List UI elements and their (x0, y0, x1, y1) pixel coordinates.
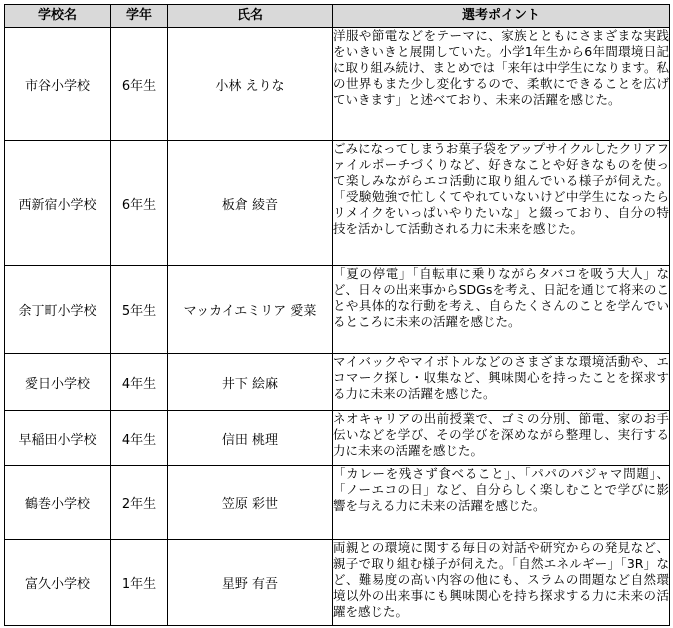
reason-cell: 洋服や節電などをテーマに、家族とともにさまざまな実践をいきいきと展開していた。小学1年生から6年間環境日記に取り組み続け、まとめでは「来年は中学生になります。私の世界もまた少し変化するので、柔軟にできることを広げていきます」と述べており、未来の活躍を感じた。 (333, 28, 670, 141)
school-cell: 鶴巻小学校 (5, 466, 111, 540)
grade-cell: 6年生 (111, 28, 168, 141)
table-row (5, 466, 670, 540)
table-row (5, 28, 670, 141)
header-reason: 選考ポイント (333, 5, 670, 28)
school-cell: 西新宿小学校 (5, 141, 111, 266)
grade-cell: 4年生 (111, 411, 168, 466)
grade-cell: 4年生 (111, 354, 168, 411)
table-row (5, 141, 670, 266)
reason-cell: マイバックやマイボトルなどのさまざまな環境活動や、エコマーク探し・収集など、興味関心を持ったことを探求する力に未来の活躍を感じた。 (333, 354, 670, 411)
student-name-cell: 小林 えりな (168, 28, 333, 141)
header-grade: 学年 (111, 5, 168, 28)
grade-cell: 2年生 (111, 466, 168, 540)
grade-cell: 1年生 (111, 540, 168, 626)
school-cell: 早稲田小学校 (5, 411, 111, 466)
school-cell: 市谷小学校 (5, 28, 111, 141)
student-name-cell: 星野 有吾 (168, 540, 333, 626)
school-cell: 富久小学校 (5, 540, 111, 626)
student-name-cell: 井下 絵麻 (168, 354, 333, 411)
header-school: 学校名 (5, 5, 111, 28)
student-name-cell: 板倉 綾音 (168, 141, 333, 266)
student-name-cell: マッカイエミリア 愛菜 (168, 266, 333, 354)
grade-cell: 6年生 (111, 141, 168, 266)
student-name-cell: 信田 桃理 (168, 411, 333, 466)
school-cell: 愛日小学校 (5, 354, 111, 411)
reason-cell: 両親との環境に関する毎日の対話や研究からの発見など、親子で取り組む様子が伺えた。「自然エネルギー」「3R」など、難易度の高い内容の他にも、スラムの問題など自然環境以外の出来事にも興味関心を持ち探求する力に未来の活躍を感じた。 (333, 540, 670, 626)
reason-cell: 「カレーを残さず食べること」、「パパのパジャマ問題」、「ノーエコの日」など、自分らしく楽しむことで学びに影響を与える力に未来の活躍を感じた。 (333, 466, 670, 540)
student-name-cell: 笠原 彩世 (168, 466, 333, 540)
table-row (5, 354, 670, 411)
award-table (4, 4, 670, 626)
table-row (5, 266, 670, 354)
header-row (5, 5, 670, 28)
grade-cell: 5年生 (111, 266, 168, 354)
reason-cell: ネオキャリアの出前授業で、ゴミの分別、節電、家のお手伝いなどを学び、その学びを深めながら整理し、実行する力に未来の活躍を感じた。 (333, 411, 670, 466)
school-cell: 余丁町小学校 (5, 266, 111, 354)
header-name: 氏名 (168, 5, 333, 28)
reason-cell: 「夏の停電」「自転車に乗りながらタバコを吸う大人」など、日々の出来事からSDGsを考え、日記を通じて将来のことや具体的な行動を考え、自らたくさんのことを学んでいるところに未来の活躍を感じた。 (333, 266, 670, 354)
table-row (5, 411, 670, 466)
reason-cell: ごみになってしまうお菓子袋をアップサイクルしたクリアファイルポーチづくりなど、好きなことや好きなものを使って楽しみながらエコ活動に取り組んでいる様子が伺えた。「受験勉強で忙しくてやれていないけど中学生になったらリメイクをいっぱいやりたいな」と綴っており、自分の特技を活かして活動される力に未来を感じた。 (333, 141, 670, 266)
table-row (5, 540, 670, 626)
